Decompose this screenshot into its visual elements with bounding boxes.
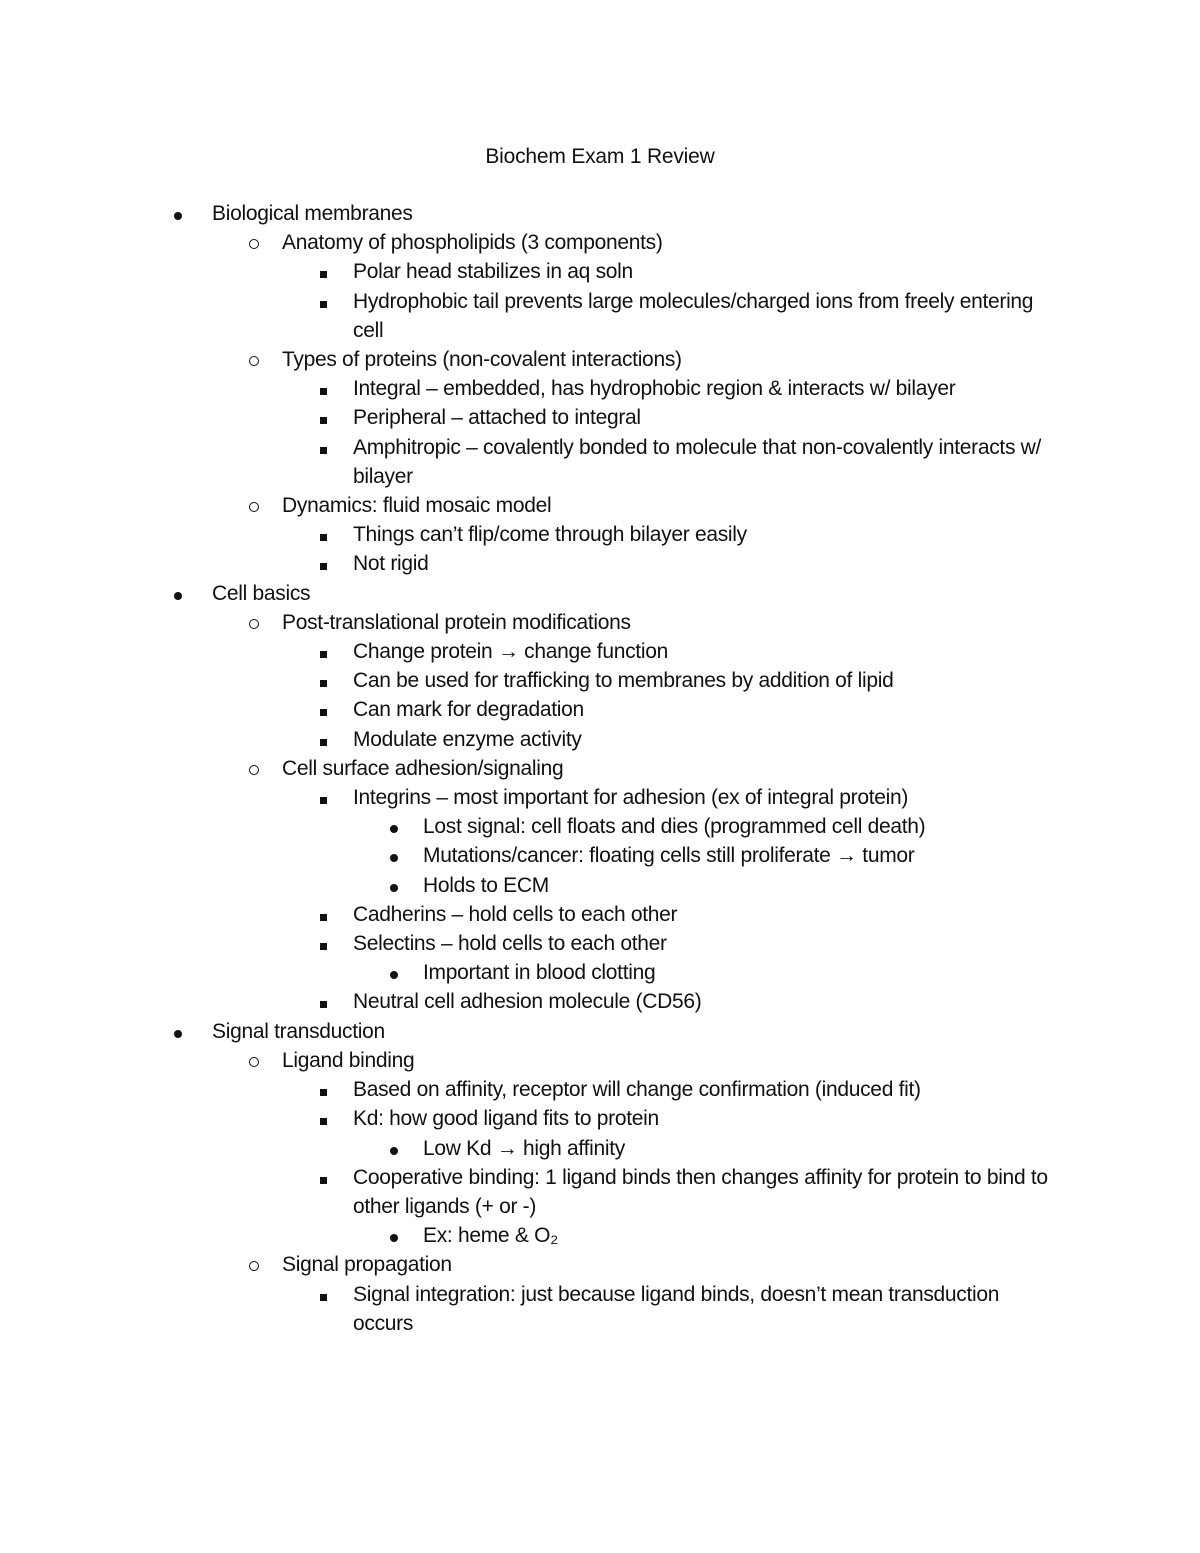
outline-item: Anatomy of phospholipids (3 components) [0,228,1200,257]
outline-item: Signal propagation [0,1250,1200,1279]
outline-item: Neutral cell adhesion molecule (CD56) [0,987,1053,1016]
outline-item: Modulate enzyme activity [0,725,1053,754]
outline-item: Post-translational protein modifications [0,608,1200,637]
outline-item: Ex: heme & O₂ [0,1221,1200,1250]
bullet-square-icon [313,725,333,754]
bullet-square-icon [313,403,333,432]
outline-item: Low Kd → high affinity [0,1134,1200,1163]
outline-item: Mutations/cancer: floating cells still proliferate → tumor [0,841,1200,870]
bullet-square-icon [313,666,333,695]
bullet-dot-icon [384,1134,404,1163]
bullet-square-icon [313,433,333,462]
outline-item: Integral – embedded, has hydrophobic region & interacts w/ bilayer [0,374,1053,403]
outline-list [0,199,1200,1338]
outline-item: Amphitropic – covalently bonded to molecule that non-covalently interacts w/ bilayer [0,433,1053,491]
outline-item: Not rigid [0,549,1053,578]
outline-item: Cooperative binding: 1 ligand binds then changes affinity for protein to bind to other ligands (+ or -) [0,1163,1053,1221]
outline-item: Biological membranes [0,199,1200,228]
bullet-square-icon [313,900,333,929]
bullet-dot-icon [168,199,188,228]
bullet-square-icon [313,520,333,549]
bullet-circle-icon [244,491,264,520]
bullet-square-icon [313,695,333,724]
bullet-dot-icon [384,841,404,870]
outline-item: Cell surface adhesion/signaling [0,754,1200,783]
outline-item: Peripheral – attached to integral [0,403,1053,432]
outline-item: Integrins – most important for adhesion (ex of integral protein) [0,783,1053,812]
bullet-dot-icon [384,1221,404,1250]
bullet-dot-icon [168,579,188,608]
outline-item: Selectins – hold cells to each other [0,929,1053,958]
outline-item: Ligand binding [0,1046,1200,1075]
bullet-square-icon [313,549,333,578]
outline-item: Holds to ECM [0,871,1200,900]
bullet-circle-icon [244,345,264,374]
outline-item: Based on affinity, receptor will change confirmation (induced fit) [0,1075,1053,1104]
outline-item: Kd: how good ligand fits to protein [0,1104,1053,1133]
outline-item: Can be used for trafficking to membranes by addition of lipid [0,666,1053,695]
bullet-circle-icon [244,608,264,637]
bullet-square-icon [313,1104,333,1133]
bullet-circle-icon [244,1250,264,1279]
outline-item: Types of proteins (non-covalent interactions) [0,345,1200,374]
bullet-square-icon [313,287,333,316]
bullet-square-icon [313,929,333,958]
bullet-square-icon [313,374,333,403]
outline-item: Dynamics: fluid mosaic model [0,491,1200,520]
outline-item: Cell basics [0,579,1200,608]
outline-item: Things can’t flip/come through bilayer easily [0,520,1053,549]
outline-item: Change protein → change function [0,637,1053,666]
bullet-square-icon [313,1075,333,1104]
outline-item: Polar head stabilizes in aq soln [0,257,1053,286]
bullet-circle-icon [244,228,264,257]
bullet-square-icon [313,257,333,286]
outline-item: Signal transduction [0,1017,1200,1046]
outline-item: Important in blood clotting [0,958,1200,987]
bullet-circle-icon [244,1046,264,1075]
bullet-square-icon [313,783,333,812]
outline-item: Signal integration: just because ligand binds, doesn’t mean transduction occurs [0,1280,1053,1338]
document-title: Biochem Exam 1 Review [485,145,715,168]
bullet-circle-icon [244,754,264,783]
outline-item: Hydrophobic tail prevents large molecules/charged ions from freely entering cell [0,287,1053,345]
bullet-square-icon [313,637,333,666]
bullet-square-icon [313,1280,333,1309]
bullet-square-icon [313,987,333,1016]
outline-item: Can mark for degradation [0,695,1053,724]
outline-item: Lost signal: cell floats and dies (programmed cell death) [0,812,1200,841]
bullet-square-icon [313,1163,333,1192]
bullet-dot-icon [168,1017,188,1046]
bullet-dot-icon [384,812,404,841]
bullet-dot-icon [384,871,404,900]
outline-item: Cadherins – hold cells to each other [0,900,1053,929]
bullet-dot-icon [384,958,404,987]
